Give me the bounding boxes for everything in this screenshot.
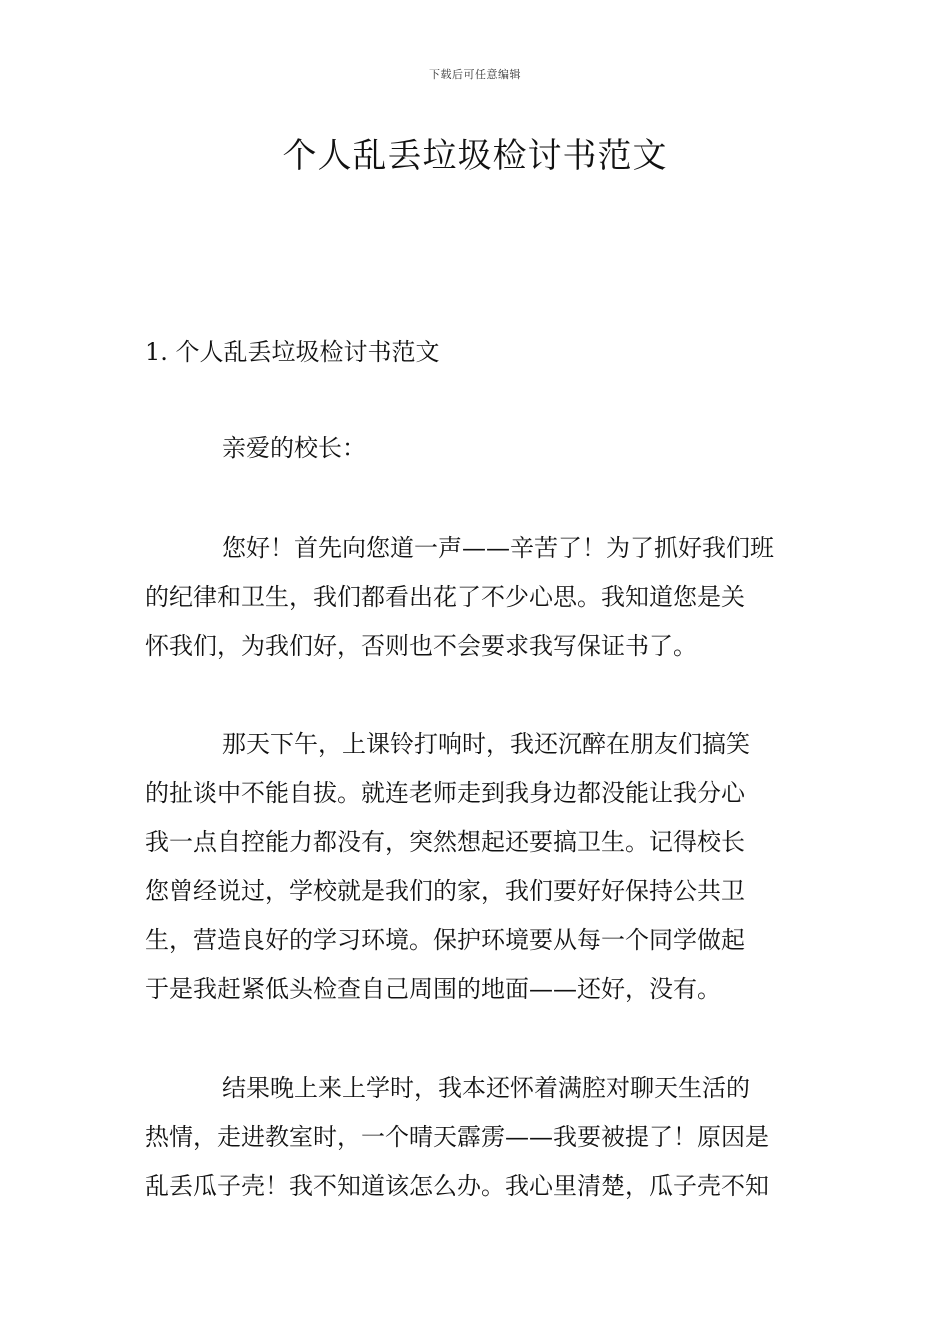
paragraph-line: 我一点自控能力都没有，突然想起还要搞卫生。记得校长 [145, 828, 745, 856]
paragraph-line: 的扯谈中不能自拔。就连老师走到我身边都没能让我分心 [145, 779, 745, 807]
body-paragraph [145, 524, 805, 671]
paragraph-line: 热情，走进教室时，一个晴天霹雳——我要被提了！原因是 [145, 1123, 769, 1151]
paragraph-line: 那天下午，上课铃打响时，我还沉醉在朋友们搞笑 [222, 730, 750, 758]
paragraph-line: 乱丢瓜子壳！我不知道该怎么办。我心里清楚，瓜子壳不知 [145, 1172, 769, 1200]
header-note: 下载后可任意编辑 [429, 68, 521, 81]
document-title: 个人乱丢垃圾检讨书范文 [282, 136, 668, 176]
paragraph-line: 结果晚上来上学时，我本还怀着满腔对聊天生活的 [222, 1074, 750, 1102]
section-heading: 1. 个人乱丢垃圾检讨书范文 [145, 338, 440, 366]
body-paragraph [145, 720, 805, 1014]
body-paragraph [145, 1064, 805, 1211]
paragraph-line: 怀我们，为我们好，否则也不会要求我写保证书了。 [145, 632, 697, 660]
paragraph-line: 您曾经说过，学校就是我们的家，我们要好好保持公共卫 [145, 877, 745, 905]
paragraph-line: 的纪律和卫生，我们都看出花了不少心思。我知道您是关 [145, 583, 745, 611]
paragraph-line: 您好！首先向您道一声——辛苦了！为了抓好我们班 [222, 534, 774, 562]
salutation: 亲爱的校长： [222, 434, 366, 462]
paragraph-line: 于是我赶紧低头检查自己周围的地面——还好，没有。 [145, 975, 721, 1003]
paragraph-line: 生，营造良好的学习环境。保护环境要从每一个同学做起 [145, 926, 745, 954]
